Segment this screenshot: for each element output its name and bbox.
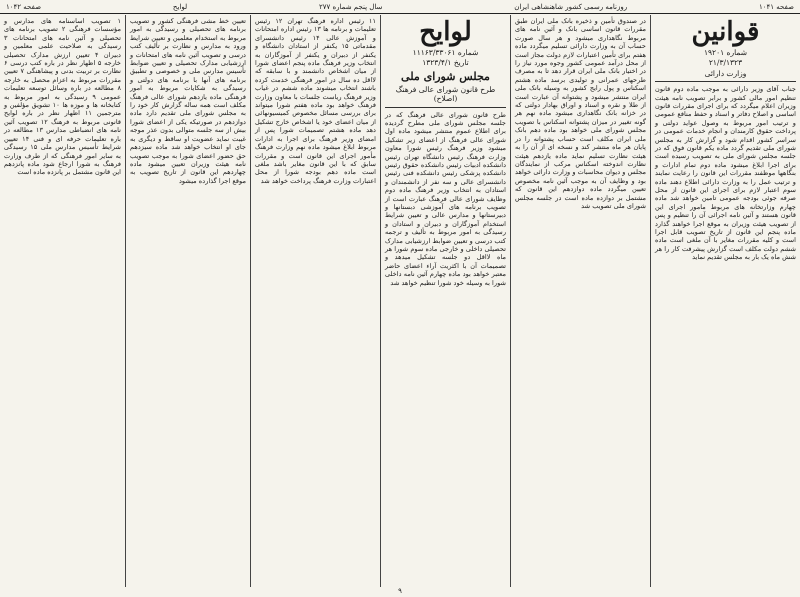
law-number: شماره ۱۹۲۰۱ (704, 48, 747, 57)
column-text: ۱ تصویب اساسنامه های مدارس و مؤسسات فرهنگی ۲ تصویب برنامه های تحصیلی و آئین نامه های امتحانات ۳ رسیدگی به صلاحیت علمی معلمین و دبیران ۴ تعیین ارزش مدارک تحصیلی خارجه ۵ اظهار نظر در باره کتب درسی ۶ نظارت بر تربیت بدنی و پیشاهنگی ۷ تعیین مقررات مربوط به اعزام محصل به خارجه ۸ مطالعه در باره وسائل توسعه تعلیمات عمومی ۹ رسیدگی به امور مربوط به کتابخانه ها و موزه ها ۱۰ تشویق مؤلفین و مترجمین ۱۱ اظهار نظر در باره لوایح قانونی مربوط به فرهنگ ۱۲ تصویب آئین نامه های انضباطی مدارس ۱۳ مطالعه در باره تعلیمات حرفه ای و فنی ۱۴ تعیین شرایط تأسیس مدارس ملی ۱۵ رسیدگی به سایر امور فرهنگی که از طرف وزارت فرهنگ به شورا ارجاع شود ماده پانزدهم این قانون مشتمل بر پانزده ماده است (4, 17, 122, 177)
bill-number: شماره ۱۱۱۶۳/۳۳۰۶۱ (412, 48, 479, 57)
column-4 (250, 15, 380, 587)
header-page-right: صفحه ۱۰۴۱ (758, 2, 794, 11)
column-2 (510, 15, 650, 587)
column-bills (380, 15, 510, 587)
column-text: تعیین خط مشی فرهنگی کشور و تصویب برنامه های تحصیلی و رسیدگی به امور مربوط به استخدام معلمین و تعیین شرایط ورود به مدارس و نظارت بر تألیف کتب درسی و تصویب آئین نامه های امتحانات و ارزشیابی مدارک تحصیلی و تعیین ضوابط تأسیس مدارس ملی و خصوصی و تطبیق برنامه های آنها با برنامه های دولتی و رسیدگی به شکایات مربوط به امور فرهنگی ماده یازدهم شورای عالی فرهنگ مکلف است همه ساله گزارش کار خود را به مجلس شورای ملی تقدیم دارد ماده دوازدهم در صورتیکه یکی از اعضای شورا بیش از سه جلسه متوالی بدون عذر موجه غیبت نماید عضویت او ساقط و دیگری به جای او انتخاب خواهد شد ماده سیزدهم حق حضور اعضای شورا به موجب تصویب نامه هیئت وزیران تعیین میشود ماده چهاردهم این قانون از تاریخ تصویب به موقع اجرا گذارده میشود (130, 17, 246, 185)
law-date: ۲۱/۳/۱۳۲۳ (708, 58, 743, 68)
section-heading-laws: قوانین (691, 17, 760, 47)
bill-parliament: مجلس شورای ملی (401, 69, 490, 83)
column-text: در صندوق تأمین و ذخیره بانک ملی ایران طبق مقررات قانون اساسی بانک و آئین نامه های مربوط نگاهداری میشود و هر سال صورت حساب آن به وزارت دارائی تسلیم میگردد ماده هفتم برای تأمین اعتبارات لازم دولت مجاز است از محل درآمد عمومی کشور وجوه مورد نیاز را در اختیار بانک ملی ایران قرار دهد تا به مصرف طرحهای عمرانی و تولیدی برسد ماده هشتم اسکناس و پول رایج کشور به وسیله بانک ملی ایران منتشر میشود و پشتوانه آن عبارت است از طلا و نقره و اسناد و اوراق بهادار دولتی که در خزانه بانک نگاهداری میشود ماده نهم هر گونه تغییر در میزان پشتوانه اسکناس با تصویب مجلس شورای ملی خواهد بود ماده دهم بانک ملی ایران مکلف است حساب پشتوانه را در پایان هر ماه منتشر کند و نسخه ای از آن را به هیئت نظارت تسلیم نماید ماده یازدهم هیئت نظارت اندوخته اسکناس مرکب از نمایندگان مجلس و دیوان محاسبات و وزارت دارائی خواهد بود و وظایف آن به موجب آئین نامه مخصوص تعیین میگردد ماده دوازدهم این قانون که مشتمل بر دوازده ماده است در جلسه مجلس شورای ملی تصویب شد (515, 17, 646, 210)
column-text: طرح قانون شورای عالی فرهنگ که در جلسه مجلس شورای ملی مطرح گردیده برای اطلاع عموم منتشر میشود ماده اول شورای عالی فرهنگ از اعضای زیر تشکیل میشود وزیر فرهنگ رئیس شورا معاون وزارت فرهنگ رئیس دانشگاه تهران رئیس دانشکده ادبیات رئیس دانشکده حقوق رئیس دانشکده پزشکی رئیس دانشکده فنی رئیس دانشسرای عالی و سه نفر از دانشمندان و استادان به انتخاب وزیر فرهنگ ماده دوم وظایف شورای عالی فرهنگ عبارت است از تصویب برنامه های آموزشی دبستانها و دبیرستانها و مدارس عالی و تعیین شرایط استخدام آموزگاران و دبیران و استادان و رسیدگی به امور مربوط به تألیف و ترجمه کتب درسی و تعیین ضوابط ارزشیابی مدارک تحصیلی داخلی و خارجی ماده سوم شورا هر ماه لااقل دو جلسه تشکیل میدهد و تصمیمات آن با اکثریت آراء اعضای حاضر معتبر خواهد بود ماده چهارم آئین نامه داخلی شورا به وسیله خود شورا تنظیم خواهد شد (385, 110, 506, 287)
header-page-left: صفحه ۱۰۴۲ (6, 2, 42, 11)
column-laws (650, 15, 800, 587)
column-text: ۱۱ رئیس اداره فرهنگ تهران ۱۲ رئیس تعلیمات و برنامه ها ۱۳ رئیس اداره امتحانات و آموزش عالی ۱۴ رئیس دانشسرای مقدماتی ۱۵ یکنفر از استادان دانشگاه و یکنفر از دبیران و یکنفر از آموزگاران به انتخاب وزیر فرهنگ ماده پنجم اعضای شورا از میان اشخاص دانشمند و با سابقه که لااقل ده سال در امور فرهنگی خدمت کرده باشند انتخاب میشوند ماده ششم در غیاب وزیر فرهنگ ریاست جلسات با معاون وزارت فرهنگ خواهد بود ماده هفتم شورا میتواند برای بررسی مسائل مخصوص کمیسیونهائی از میان اعضای خود یا اشخاص خارج تشکیل دهد ماده هشتم تصمیمات شورا پس از امضای وزیر فرهنگ برای اجرا به ادارات مربوط ابلاغ میشود ماده نهم وزارت فرهنگ مأمور اجرای این قانون است و مقررات سابق که با این قانون مغایر باشد ملغی است ماده دهم بودجه شورا از محل اعتبارات وزارت فرهنگ پرداخت خواهد شد (255, 17, 377, 185)
bill-title: طرح قانون شورای عالی فرهنگ (اصلاح) (395, 84, 496, 104)
bill-date: تاریخ ۱۳۲۳/۴/۱ (422, 58, 469, 68)
column-text: جناب آقای وزیر دارائی به موجب ماده دوم قانون تنظیم امور مالی کشور و برابر تصویب نامه هیئت وزیران اعلام میگردد که برای اجرای مقررات قانون اساسی و اصلاح دفاتر و اسناد و حفظ منافع عمومی و ترتیب امور مربوط به وصول عواید دولتی و پرداخت حقوق کارمندان و انجام خدمات عمومی در سراسر کشور اقدام شود و گزارش کار به مجلس شورای ملی تقدیم گردد ماده یکم قانون فوق که در جلسه مجلس شورای ملی به تصویب رسیده است برای اجرا ابلاغ میشود ماده دوم تمام ادارات و بنگاهها موظفند مقررات این قانون را رعایت نمایند و ترتیب عمل را به وزارت دارائی اطلاع دهند ماده سوم اعتبار لازم برای اجرای این قانون از محل صرفه جوئی بودجه عمومی تامین خواهد شد ماده چهارم وزارتخانه های مربوط مامور اجرای این قانون هستند و آئین نامه اجرائی آن را تنظیم و پس از تصویب هیئت وزیران به موقع اجرا خواهند گذارد ماده پنجم این قانون از تاریخ تصویب قابل اجرا است و کلیه مقررات مغایر با آن ملغی است ماده ششم دولت مکلف است گزارش پیشرفت کار را هر شش ماه یک بار به مجلس تقدیم نماید (655, 85, 796, 262)
column-5 (125, 15, 250, 587)
section-heading-bills: لوایح (419, 17, 472, 47)
column-6 (0, 15, 125, 587)
header-section: لوایح (172, 2, 188, 11)
page-footer: ۹ (398, 587, 402, 595)
law-ministry: وزارت دارائی (704, 68, 747, 78)
header-issue: سال پنجم شماره ۲۷۷ (318, 2, 383, 11)
page-header (0, 0, 800, 14)
header-gazette-name: روزنامه رسمی کشور شاهنشاهی ایران (514, 2, 628, 11)
